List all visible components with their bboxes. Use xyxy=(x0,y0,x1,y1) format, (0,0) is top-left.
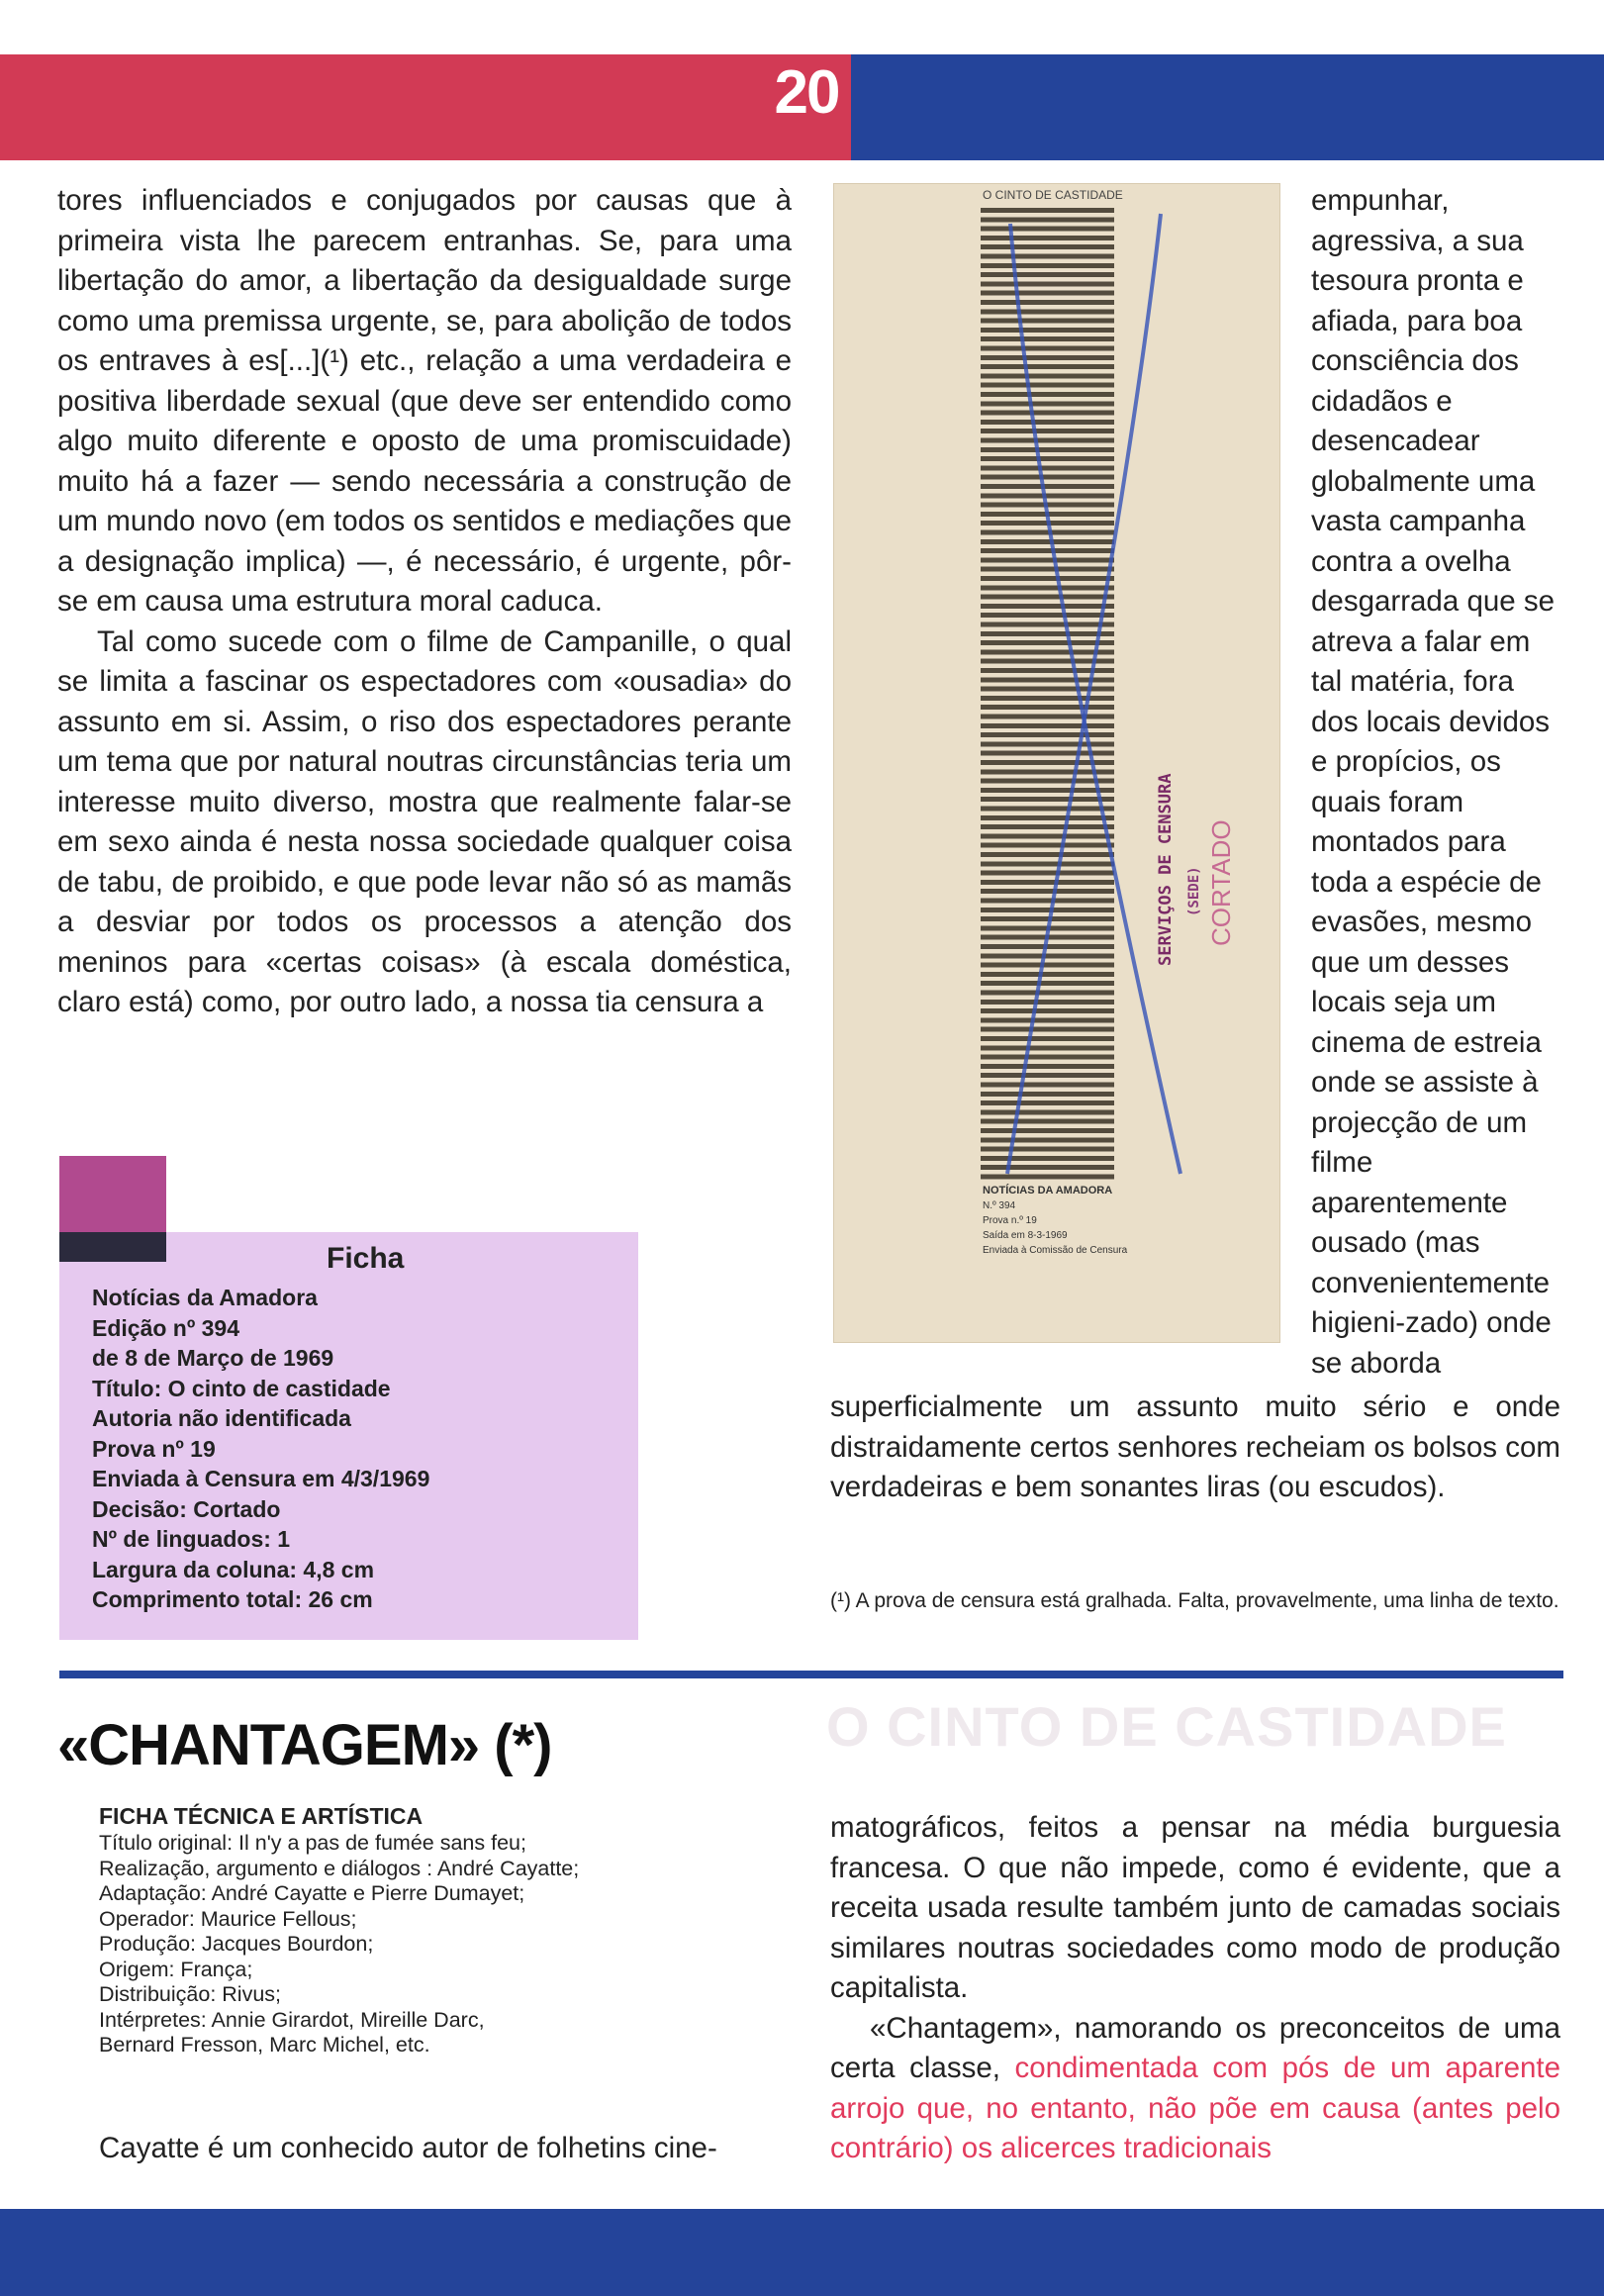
ficha-row: Enviada à Censura em 4/3/1969 xyxy=(92,1466,430,1491)
ficha-decor-square-dark xyxy=(59,1232,166,1262)
review-text-plain: «Chantagem», namorando os preconceitos de uma certa classe, xyxy=(830,2011,1560,2084)
stamp-line-3: CORTADO xyxy=(1206,819,1236,946)
header-blue-band xyxy=(851,54,1604,160)
section-divider xyxy=(59,1671,1563,1678)
ficha-row: Prova nº 19 xyxy=(92,1435,216,1462)
ficha-row: Notícias da Amadora xyxy=(92,1285,318,1310)
tech-row: Origem: França; xyxy=(99,1957,253,1981)
tech-sheet-list xyxy=(99,1831,653,2058)
tech-row: Distribuição: Rivus; xyxy=(99,1982,281,2006)
tech-row: Operador: Maurice Fellous; xyxy=(99,1906,357,1931)
review-left-column xyxy=(99,2129,792,2169)
article-paragraph: empunhar, agressiva, a sua tesoura pronta e afiada, para boa consciência dos cidadãos e desencadear globalmente uma vasta campanha contra a ovelha desgarrada que se atreva a falar em tal matéria, fora dos locais devidos e propícios, os quais foram montados para toda a espécie de evasões, mesmo que um desses locais seja um cinema de estreia onde se assiste à projecção de um filme aparentemente ousado (mas convenientemente higieni-zado) onde se aborda xyxy=(1311,184,1556,1380)
stamp-line-1: SERVIÇOS DE CENSURA xyxy=(1156,773,1176,966)
page-number: 20 xyxy=(774,58,839,127)
review-paragraph xyxy=(830,2009,1560,2169)
ficha-row: Edição nº 394 xyxy=(92,1314,240,1341)
review-text-highlight: condimentada com pós de um aparente arrojo que, no entanto, não põe em causa (antes pelo contrário) os alicerces tradicionais xyxy=(830,2052,1560,2164)
clipping-title: O CINTO DE CASTIDADE xyxy=(983,188,1123,202)
censorship-stamp xyxy=(1131,738,1250,966)
tech-row: Realização, argumento e diálogos : André Cayatte; xyxy=(99,1856,580,1880)
article-paragraph: tores influenciados e conjugados por causas que à primeira vista lhe parecem entranhas. Se, para uma libertação do amor, a libertação da desigualdade surge como uma premissa urgente, se, para abolição de todos os entraves à es[...](¹) etc., relação a uma verdadeira e positiva liberdade sexual (que deve ser entendido como algo muito diferente e oposto de uma promiscuidade) muito há a fazer — sendo necessária a construção de um mundo novo (em todos os sentidos e mediações que a designação implica) —, é necessário, é urgente, pôr-se em causa uma estrutura moral caduca. xyxy=(57,184,792,618)
review-paragraph: Cayatte é um conhecido autor de folhetins cine- xyxy=(99,2132,717,2164)
section-title: «CHANTAGEM» (*) xyxy=(57,1713,552,1777)
clipping-issue: N.º 394 xyxy=(983,1200,1016,1211)
tech-row: Adaptação: André Cayatte e Pierre Dumayet; xyxy=(99,1881,525,1905)
clipping-sent-to: Enviada à Comissão de Censura xyxy=(983,1245,1128,1256)
ficha-row: Largura da coluna: 4,8 cm xyxy=(92,1556,375,1582)
ficha-row: Comprimento total: 26 cm xyxy=(92,1586,373,1612)
footnote: (¹) A prova de censura está gralhada. Falta, provavelmente, uma linha de texto. xyxy=(830,1589,1559,1612)
tech-sheet-heading: FICHA TÉCNICA E ARTÍSTICA xyxy=(99,1803,424,1829)
ficha-row: Autoria não identificada xyxy=(92,1405,351,1431)
ficha-row: Título: O cinto de castidade xyxy=(92,1375,391,1401)
footer-blue-band xyxy=(0,2209,1604,2296)
ficha-row: de 8 de Março de 1969 xyxy=(92,1345,334,1371)
clipping-sent: Saída em 8-3-1969 xyxy=(983,1230,1068,1241)
clipping-proof: Prova n.º 19 xyxy=(983,1215,1037,1226)
clipping-source: NOTÍCIAS DA AMADORA xyxy=(983,1185,1113,1196)
ficha-title: Ficha xyxy=(327,1242,405,1275)
ficha-list xyxy=(92,1283,626,1615)
review-paragraph: matográficos, feitos a pensar na média burguesia francesa. O que não impede, como é evidente, que a receita usada resulte também junto de camadas sociais similares noutras sociedades como modo de produção capitalista. xyxy=(830,1811,1560,2004)
censored-clipping-image xyxy=(833,183,1280,1343)
tech-row: Intérpretes: Annie Girardot, Mireille Darc, xyxy=(99,2007,485,2032)
show-through-title: O CINTO DE CASTIDADE xyxy=(826,1695,1507,1758)
article-paragraph: superficialmente um assunto muito sério e onde distraidamente certos senhores recheiam os bolsos com verdadeiras e bem sonantes liras (ou escudos). xyxy=(830,1390,1560,1503)
article-left-column xyxy=(57,181,792,1023)
clipping-footer xyxy=(983,1184,1180,1258)
tech-row: Produção: Jacques Bourdon; xyxy=(99,1932,374,1956)
ficha-row: Nº de linguados: 1 xyxy=(92,1526,291,1552)
stamp-line-2: (SEDE) xyxy=(1186,866,1202,916)
ficha-row: Decisão: Cortado xyxy=(92,1495,281,1522)
article-under-clipping xyxy=(830,1387,1560,1508)
tech-row: Título original: Il n'y a pas de fumée sans feu; xyxy=(99,1831,526,1855)
tech-row: Bernard Fresson, Marc Michel, etc. xyxy=(99,2033,430,2057)
article-paragraph: Tal como sucede com o filme de Campanille, o qual se limita a fascinar os espectadores com «ousadia» do assunto em si. Assim, o riso dos espectadores perante um tema que por natural noutras circunstâncias teria um interesse muito diverso, mostra que realmente falar-se em sexo ainda é nesta nossa sociedade qualquer coisa de tabu, de proibido, e que pode levar não só as mamãs a desviar por todos os processos a atenção dos meninos para «certas coisas» (à escala doméstica, claro está) como, por outro lado, a nossa tia censura a xyxy=(57,624,792,1018)
article-right-narrow-column xyxy=(1311,181,1558,1384)
header-red-band xyxy=(0,54,851,160)
review-right-column xyxy=(830,1808,1560,2169)
